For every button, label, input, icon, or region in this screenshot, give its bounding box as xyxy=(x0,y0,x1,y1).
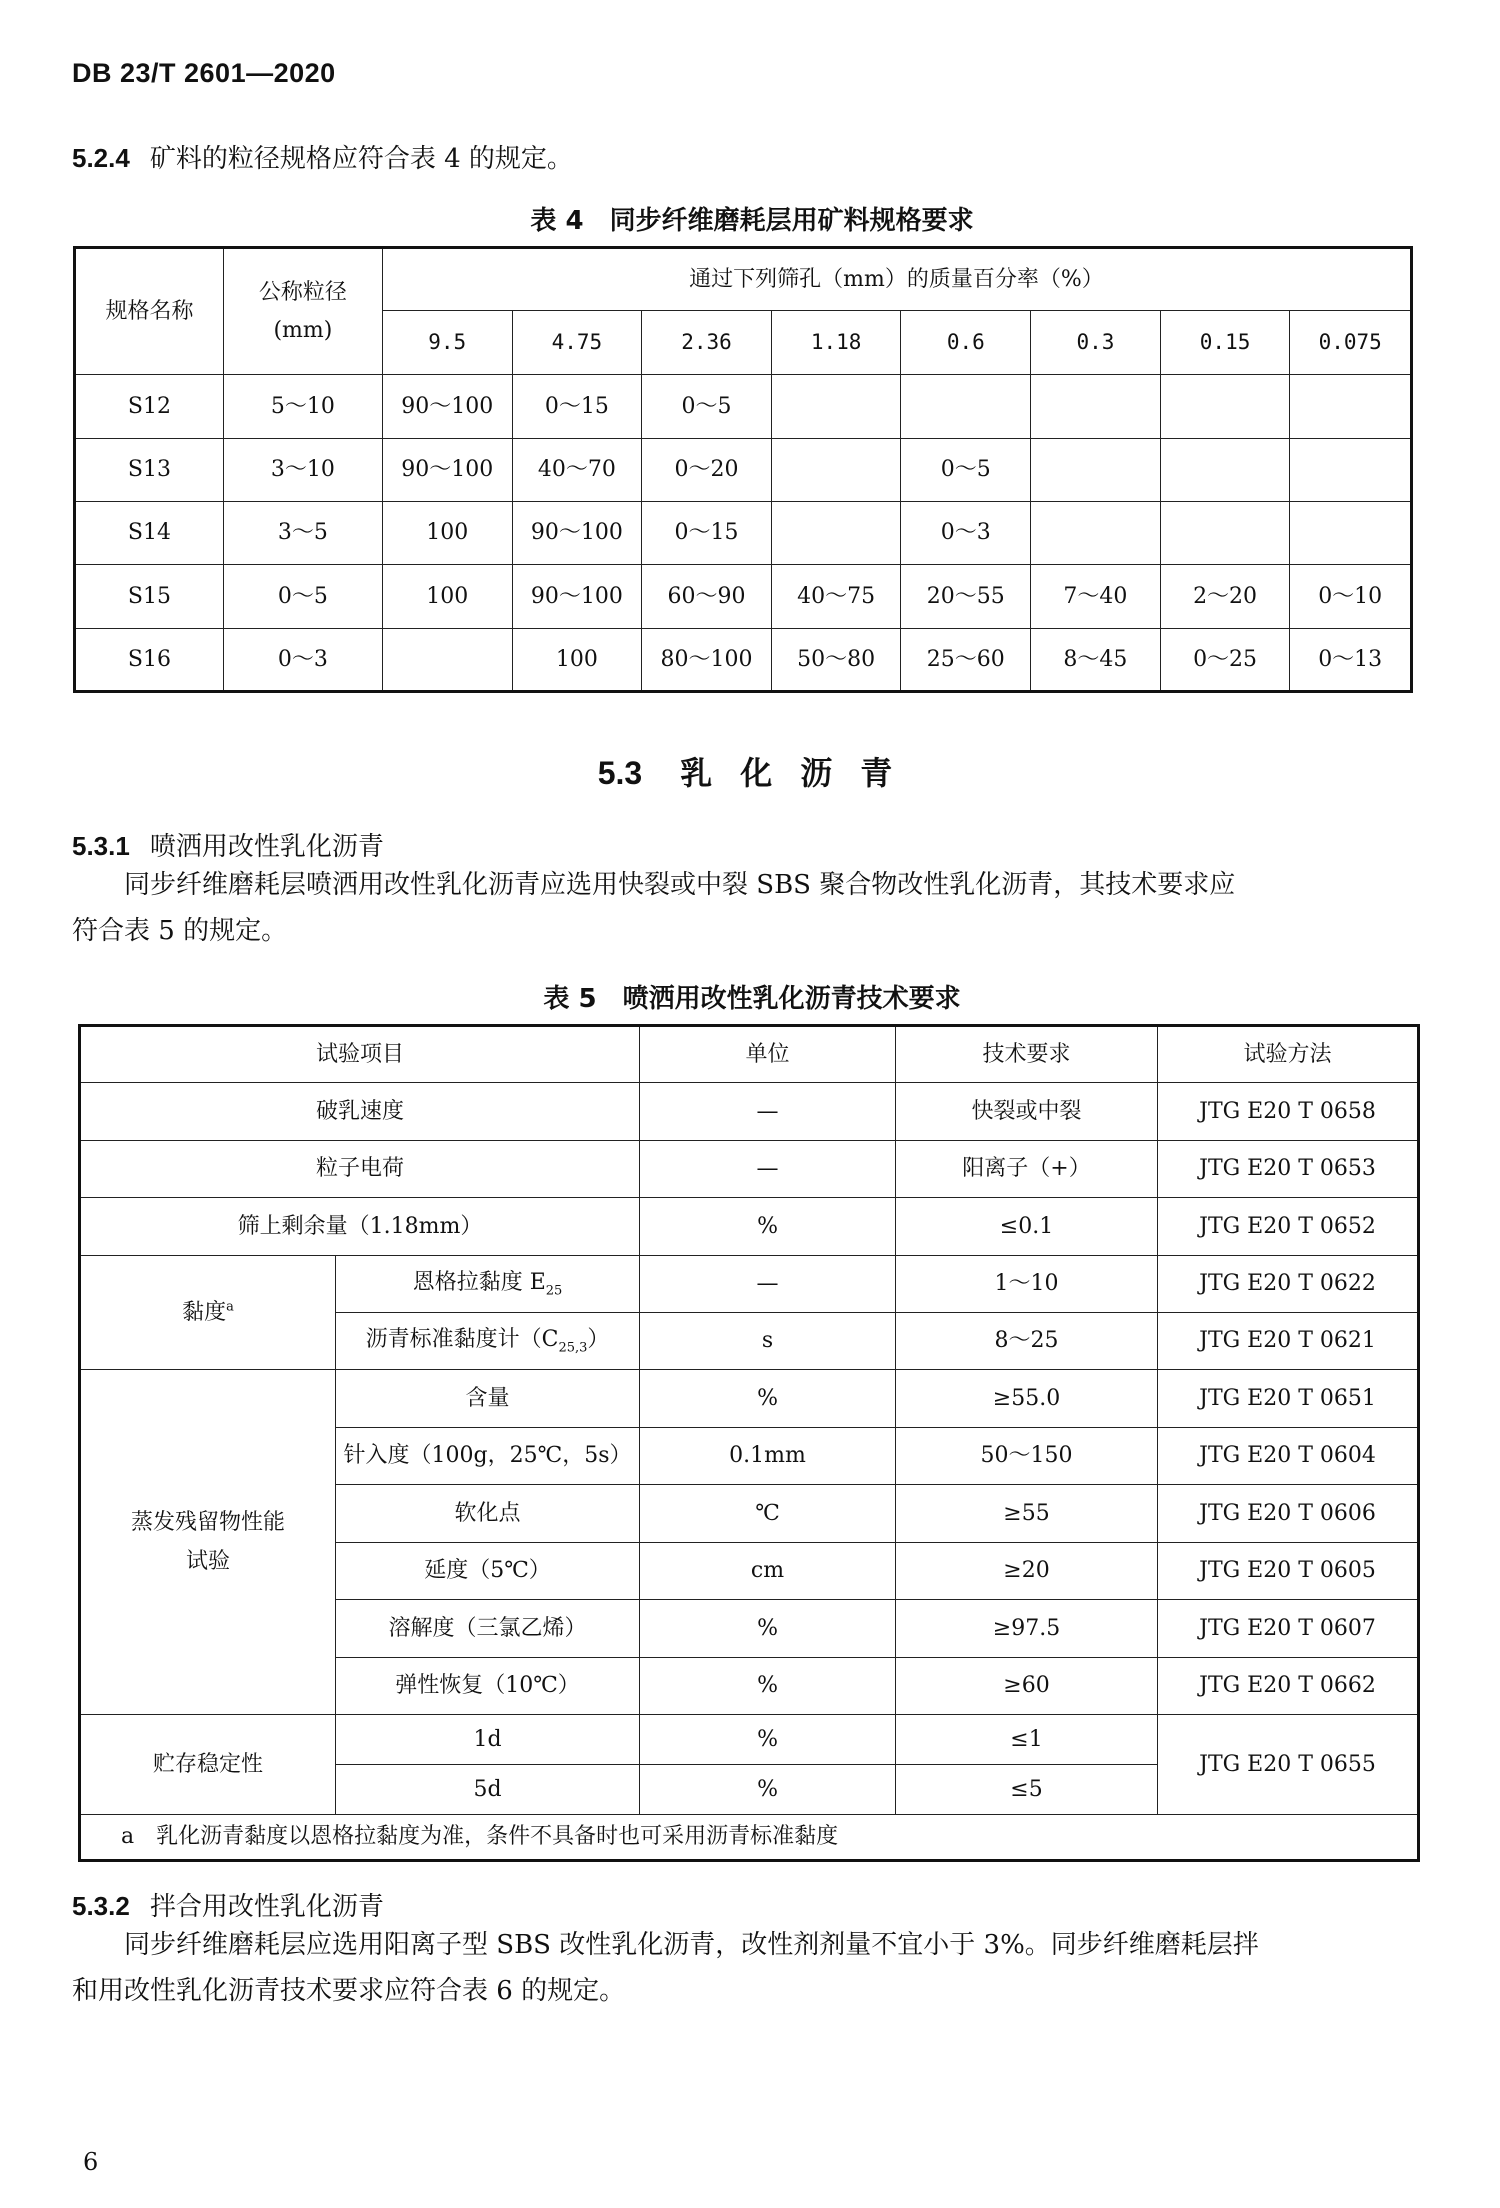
table-cell: 0～5 xyxy=(223,565,382,629)
header-size-unit: (mm) xyxy=(273,317,333,343)
table-cell: — xyxy=(640,1256,896,1313)
table-cell: 0～5 xyxy=(901,439,1031,502)
table-cell: ≤1 xyxy=(896,1715,1158,1765)
table-cell: 0～25 xyxy=(1160,629,1290,692)
table-5-title: 表 5 喷洒用改性乳化沥青技术要求 xyxy=(543,984,961,1014)
table-cell: S12 xyxy=(75,375,224,439)
table-cell: JTG E20 T 0653 xyxy=(1158,1141,1419,1198)
heading-char: 青 xyxy=(860,754,893,792)
table-row xyxy=(80,1370,1419,1428)
table-row xyxy=(75,629,1412,692)
table-cell xyxy=(771,375,901,439)
table-cell xyxy=(1031,375,1161,439)
section-5-3-heading xyxy=(72,748,1432,794)
sieve-cell: 0.6 xyxy=(901,311,1031,375)
table-header-row xyxy=(80,1026,1419,1083)
table-cell: 90～100 xyxy=(382,375,512,439)
header-size-label: 公称粒径 xyxy=(258,280,347,305)
table-cell: % xyxy=(640,1765,896,1815)
table-cell: 针入度（100g，25℃，5s） xyxy=(336,1428,640,1485)
table-row xyxy=(80,1198,1419,1256)
table-cell: ≥60 xyxy=(896,1658,1158,1715)
group-cell xyxy=(80,1256,336,1370)
table-cell: 25～60 xyxy=(901,629,1031,692)
header-cell: 规格名称 xyxy=(75,248,224,375)
table-cell: % xyxy=(640,1658,896,1715)
table-cell: 0～3 xyxy=(223,629,382,692)
table-cell: 含量 xyxy=(336,1370,640,1428)
table-cell: ≤0.1 xyxy=(896,1198,1158,1256)
table-cell: 软化点 xyxy=(336,1485,640,1543)
table-row xyxy=(75,502,1412,565)
clause-5-3-1 xyxy=(72,826,384,863)
table-cell xyxy=(336,1313,640,1370)
heading-char: 沥 xyxy=(800,754,833,792)
table-cell: cm xyxy=(640,1543,896,1600)
table-4 xyxy=(73,246,1413,693)
table-cell: 8～25 xyxy=(896,1313,1158,1370)
table-5 xyxy=(78,1024,1420,1862)
table-cell: 破乳速度 xyxy=(80,1083,640,1141)
group-cell: 贮存稳定性 xyxy=(80,1715,336,1815)
paragraph-line: 同步纤维磨耗层喷洒用改性乳化沥青应选用快裂或中裂 SBS 聚合物改性乳化沥青，其技术要求应 xyxy=(124,870,1236,900)
table-cell: % xyxy=(640,1370,896,1428)
table-cell: S13 xyxy=(75,439,224,502)
sieve-cell: 2.36 xyxy=(642,311,772,375)
page-number: 6 xyxy=(83,2148,99,2176)
footnote-marker: a xyxy=(226,1299,234,1315)
document-id: DB 23/T 2601—2020 xyxy=(72,58,336,88)
table-cell xyxy=(382,629,512,692)
table-cell: JTG E20 T 0652 xyxy=(1158,1198,1419,1256)
header-cell: 单位 xyxy=(640,1026,896,1083)
table-cell: 2～20 xyxy=(1160,565,1290,629)
table-cell: 0～15 xyxy=(512,375,642,439)
group-cell xyxy=(80,1370,336,1715)
heading-char: 化 xyxy=(740,754,773,792)
table-cell: S16 xyxy=(75,629,224,692)
table-cell: JTG E20 T 0621 xyxy=(1158,1313,1419,1370)
table-cell: JTG E20 T 0604 xyxy=(1158,1428,1419,1485)
sieve-cell: 9.5 xyxy=(382,311,512,375)
table-cell: 粒子电荷 xyxy=(80,1141,640,1198)
clause-5-3-2 xyxy=(72,1886,384,1923)
table-cell: ≥97.5 xyxy=(896,1600,1158,1658)
table-cell: 0～10 xyxy=(1290,565,1412,629)
clause-5-2-4 xyxy=(72,138,573,175)
table-row xyxy=(80,1715,1419,1765)
sieve-cell: 1.18 xyxy=(771,311,901,375)
header-cell: 试验项目 xyxy=(80,1026,640,1083)
table-cell: ℃ xyxy=(640,1485,896,1543)
table-cell xyxy=(771,439,901,502)
table-cell: 8～45 xyxy=(1031,629,1161,692)
table-cell: ≥20 xyxy=(896,1543,1158,1600)
group-label: 蒸发残留物性能 xyxy=(130,1509,285,1535)
table-cell: 弹性恢复（10℃） xyxy=(336,1658,640,1715)
table-cell: 延度（5℃） xyxy=(336,1543,640,1600)
clause-number: 5.3.2 xyxy=(72,1891,130,1921)
table-cell: JTG E20 T 0658 xyxy=(1158,1083,1419,1141)
table-cell: ≤5 xyxy=(896,1765,1158,1815)
header-cell: 技术要求 xyxy=(896,1026,1158,1083)
table-cell: 快裂或中裂 xyxy=(896,1083,1158,1141)
table-cell: 0～20 xyxy=(642,439,772,502)
table-cell: 0～5 xyxy=(642,375,772,439)
table-cell xyxy=(1290,375,1412,439)
clause-text: 矿料的粒径规格应符合表 4 的规定。 xyxy=(149,144,573,174)
table-row xyxy=(80,1141,1419,1198)
table-cell: ≥55 xyxy=(896,1485,1158,1543)
table-cell: 0～3 xyxy=(901,502,1031,565)
table-cell: JTG E20 T 0605 xyxy=(1158,1543,1419,1600)
table-cell: 20～55 xyxy=(901,565,1031,629)
table-cell xyxy=(1290,502,1412,565)
heading-char: 乳 xyxy=(680,754,713,792)
item-subscript: 25,3 xyxy=(558,1340,588,1356)
section-number: 5.3 xyxy=(597,755,643,791)
table-row xyxy=(75,439,1412,502)
table-cell: 100 xyxy=(512,629,642,692)
item-label-end: ） xyxy=(587,1326,610,1352)
table-cell: 0～15 xyxy=(642,502,772,565)
table-cell: s xyxy=(640,1313,896,1370)
header-cell: 试验方法 xyxy=(1158,1026,1419,1083)
table-cell: 5～10 xyxy=(223,375,382,439)
table-cell: 60～90 xyxy=(642,565,772,629)
table-cell: 90～100 xyxy=(382,439,512,502)
paragraph-line: 和用改性乳化沥青技术要求应符合表 6 的规定。 xyxy=(72,1976,626,2006)
table-4-title: 表 4 同步纤维磨耗层用矿料规格要求 xyxy=(530,206,974,236)
group-label: 黏度 xyxy=(182,1299,227,1325)
table-cell: ≥55.0 xyxy=(896,1370,1158,1428)
clause-number: 5.2.4 xyxy=(72,143,130,173)
table-cell: S14 xyxy=(75,502,224,565)
paragraph-line: 符合表 5 的规定。 xyxy=(72,916,288,946)
table-cell: 50～80 xyxy=(771,629,901,692)
item-label: 恩格拉黏度 E xyxy=(412,1269,546,1295)
table-cell: — xyxy=(640,1141,896,1198)
table-cell: JTG E20 T 0662 xyxy=(1158,1658,1419,1715)
table-cell: 1～10 xyxy=(896,1256,1158,1313)
clause-number: 5.3.1 xyxy=(72,831,130,861)
table-cell: 溶解度（三氯乙烯） xyxy=(336,1600,640,1658)
table-cell xyxy=(1031,502,1161,565)
table-cell xyxy=(1290,439,1412,502)
table-cell: 0.1mm xyxy=(640,1428,896,1485)
table-cell: 40～75 xyxy=(771,565,901,629)
table-cell: 7～40 xyxy=(1031,565,1161,629)
table-cell: JTG E20 T 0651 xyxy=(1158,1370,1419,1428)
table-cell: 3～10 xyxy=(223,439,382,502)
table-cell: 阳离子（+） xyxy=(896,1141,1158,1198)
table-cell: % xyxy=(640,1600,896,1658)
table-cell: 筛上剩余量（1.18mm） xyxy=(80,1198,640,1256)
table-cell: % xyxy=(640,1198,896,1256)
clause-5-3-1-body xyxy=(72,862,1432,954)
clause-5-3-2-body xyxy=(72,1922,1432,2014)
table-cell: 80～100 xyxy=(642,629,772,692)
table-cell: % xyxy=(640,1715,896,1765)
table-cell: 100 xyxy=(382,502,512,565)
table-cell: — xyxy=(640,1083,896,1141)
table-cell xyxy=(1160,375,1290,439)
table-cell: 5d xyxy=(336,1765,640,1815)
table-cell: 1d xyxy=(336,1715,640,1765)
header-cell: 通过下列筛孔（mm）的质量百分率（%） xyxy=(382,248,1411,311)
table-cell: 90～100 xyxy=(512,502,642,565)
header-cell xyxy=(223,248,382,375)
sieve-cell: 0.075 xyxy=(1290,311,1412,375)
sieve-cell: 0.3 xyxy=(1031,311,1161,375)
table-header-row xyxy=(75,248,1412,311)
table-row xyxy=(80,1256,1419,1313)
table-row xyxy=(75,565,1412,629)
table-cell xyxy=(1031,439,1161,502)
table-cell: 100 xyxy=(382,565,512,629)
sieve-cell: 4.75 xyxy=(512,311,642,375)
table-footnote-row xyxy=(80,1815,1419,1861)
paragraph-line: 同步纤维磨耗层应选用阳离子型 SBS 改性乳化沥青，改性剂剂量不宜小于 3%。同步纤维磨耗层拌 xyxy=(124,1930,1259,1960)
item-label: 沥青标准黏度计（C xyxy=(365,1326,559,1352)
table-cell: 40～70 xyxy=(512,439,642,502)
table-cell: 50～150 xyxy=(896,1428,1158,1485)
clause-title: 拌合用改性乳化沥青 xyxy=(149,1892,384,1922)
clause-title: 喷洒用改性乳化沥青 xyxy=(149,832,384,862)
table-cell xyxy=(1160,502,1290,565)
table-cell: 3～5 xyxy=(223,502,382,565)
table-cell xyxy=(771,502,901,565)
group-label: 试验 xyxy=(185,1549,230,1574)
table-cell xyxy=(336,1256,640,1313)
table-row xyxy=(75,375,1412,439)
table-cell: JTG E20 T 0622 xyxy=(1158,1256,1419,1313)
table-footnote: a 乳化沥青黏度以恩格拉黏度为准，条件不具备时也可采用沥青标准黏度 xyxy=(80,1815,1419,1861)
table-cell: JTG E20 T 0606 xyxy=(1158,1485,1419,1543)
table-cell: JTG E20 T 0607 xyxy=(1158,1600,1419,1658)
table-cell: S15 xyxy=(75,565,224,629)
table-cell xyxy=(901,375,1031,439)
table-cell: 90～100 xyxy=(512,565,642,629)
item-subscript: 25 xyxy=(545,1283,563,1299)
sieve-cell: 0.15 xyxy=(1160,311,1290,375)
table-row xyxy=(80,1083,1419,1141)
table-cell: 0～13 xyxy=(1290,629,1412,692)
table-cell xyxy=(1160,439,1290,502)
table-cell: JTG E20 T 0655 xyxy=(1158,1715,1419,1815)
